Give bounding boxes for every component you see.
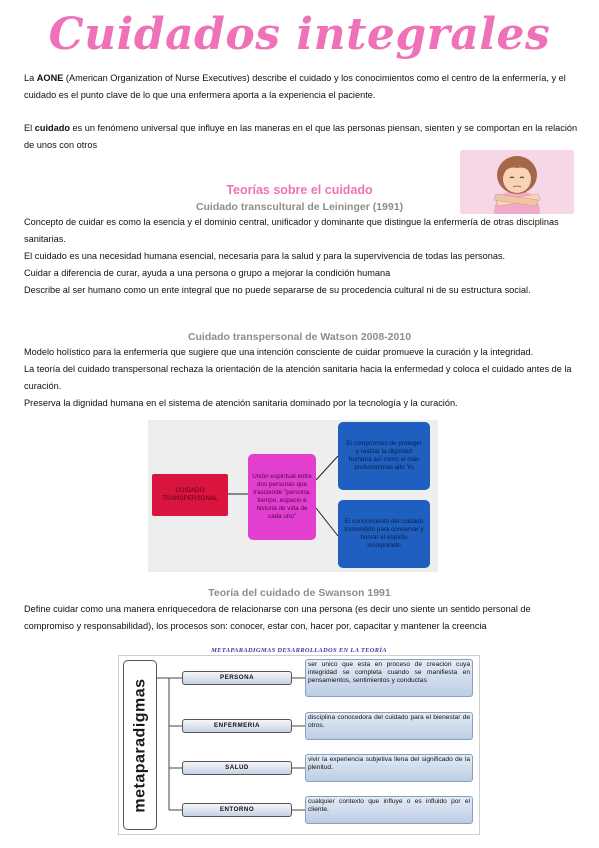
metaparadigma-entorno-desc: cualquier contexto que influye o es influido por el cliente. [305, 796, 473, 824]
diagram-bottom-node: El conocimiento del cuidado transmitido para conservar y honrar el espíritu incorporado [338, 500, 430, 568]
text-run: El [24, 123, 35, 133]
metaparadigmas-label-box [123, 660, 157, 830]
metaparadigma-persona: PERSONA [182, 671, 292, 685]
subheading-leininger: Cuidado transcultural de Leininger (1991) [195, 201, 404, 213]
leininger-line: Concepto de cuidar es como la esencia y el dominio central, unificador y dominante que distingue la enfermería de otras disciplinas sanitarias. [24, 217, 559, 244]
metaparadigma-persona-desc: ser unico que esta en proceso de creacion cuya integridad se completa cuando se manifiesta en pensamientos, sentimientos y conductas [305, 659, 473, 697]
text-run: (American Organization of Nurse Executives) describe el cuidado y los conocimientos como el centro de la enfermería, y el cuidado es el punto clave de lo que una enfermera aporta a la experiencia el paciente. [24, 73, 566, 100]
metaparadigmas-diagram [118, 655, 480, 835]
bold-term-cuidado: cuidado [34, 123, 70, 133]
watson-concept-diagram [148, 420, 438, 572]
metaparadigma-enfermeria-desc: disciplina conocedora del cuidado para el bienestar de otros. [305, 712, 473, 740]
page-title: Cuidados integrales [48, 9, 551, 60]
metaparadigma-salud: SALUD [182, 761, 292, 775]
swanson-text [24, 601, 580, 635]
leininger-text [24, 214, 580, 299]
leininger-line: Describe al ser humano como un ente integral que no puede separarse de su procedencia cultural ni de su estructura social. [24, 285, 531, 295]
subheading-swanson: Teoría del cuidado de Swanson 1991 [208, 587, 391, 599]
watson-text [24, 344, 580, 412]
bold-term-aone: AONE [36, 73, 64, 83]
text-run: La [24, 73, 37, 83]
leininger-line: El cuidado es una necesidad humana esencial, necesaria para la salud y para la supervivencia de todas las personas. [24, 251, 506, 261]
diagram-top-node: El compromiso de proteger y realzar la dignidad humana así como el más profundo/más alto Yo [338, 422, 430, 490]
metaparadigmas-label: metaparadigmas [131, 677, 149, 813]
watson-line: Modelo holístico para la enfermería que sugiere que una intención consciente de cuidar promueve la curación y la integridad. [24, 347, 534, 357]
leininger-line: Cuidar a diferencia de curar, ayuda a una persona o grupo a mejorar la condición humana [24, 268, 391, 278]
diagram-middle-node: Unión espiritual entre dos personas que trasciende "persona, tiempo, espacio e historia de vida de cada uno" [248, 454, 316, 540]
subheading-watson: Cuidado transpersonal de Watson 2008-2010 [187, 331, 412, 343]
intro-paragraph-cuidado [24, 120, 580, 154]
watson-line: Preserva la dignidad humana en el sistema de atención sanitaria dominado por la tecnología y la curación. [24, 398, 458, 408]
swanson-paragraph: Define cuidar como una manera enriquecedora de relacionarse con una persona (es decir uno siente un sentido personal de compromiso y responsabilidad), los procesos son: conocer, estar con, hacer por, capacitar y mantener la creencia [24, 604, 531, 631]
text-run: es un fenómeno universal que influye en las maneras en el que las personas piensan, sienten y se comportan en la relación de unos con otros [24, 123, 578, 150]
metaparadigma-enfermeria: ENFERMERIA [182, 719, 292, 733]
intro-paragraph-aone [24, 70, 580, 104]
metaparadigmas-heading: METAPARADIGMAS DESARROLLADOS EN LA TEORÍA [211, 647, 387, 654]
section-heading-teorias: Teorías sobre el cuidado [226, 183, 373, 197]
watson-line: La teoría del cuidado transpersonal rechaza la orientación de la atención sanitaria hacia la enfermedad y coloca el cuidado antes de la curación. [24, 364, 572, 391]
metaparadigma-salud-desc: vivir la experiencia subjetiva llena del significado de la plenitud. [305, 754, 473, 782]
metaparadigma-entorno: ENTORNO [182, 803, 292, 817]
diagram-root-node: CUIDADO TRANSPERSONAL [152, 474, 228, 516]
